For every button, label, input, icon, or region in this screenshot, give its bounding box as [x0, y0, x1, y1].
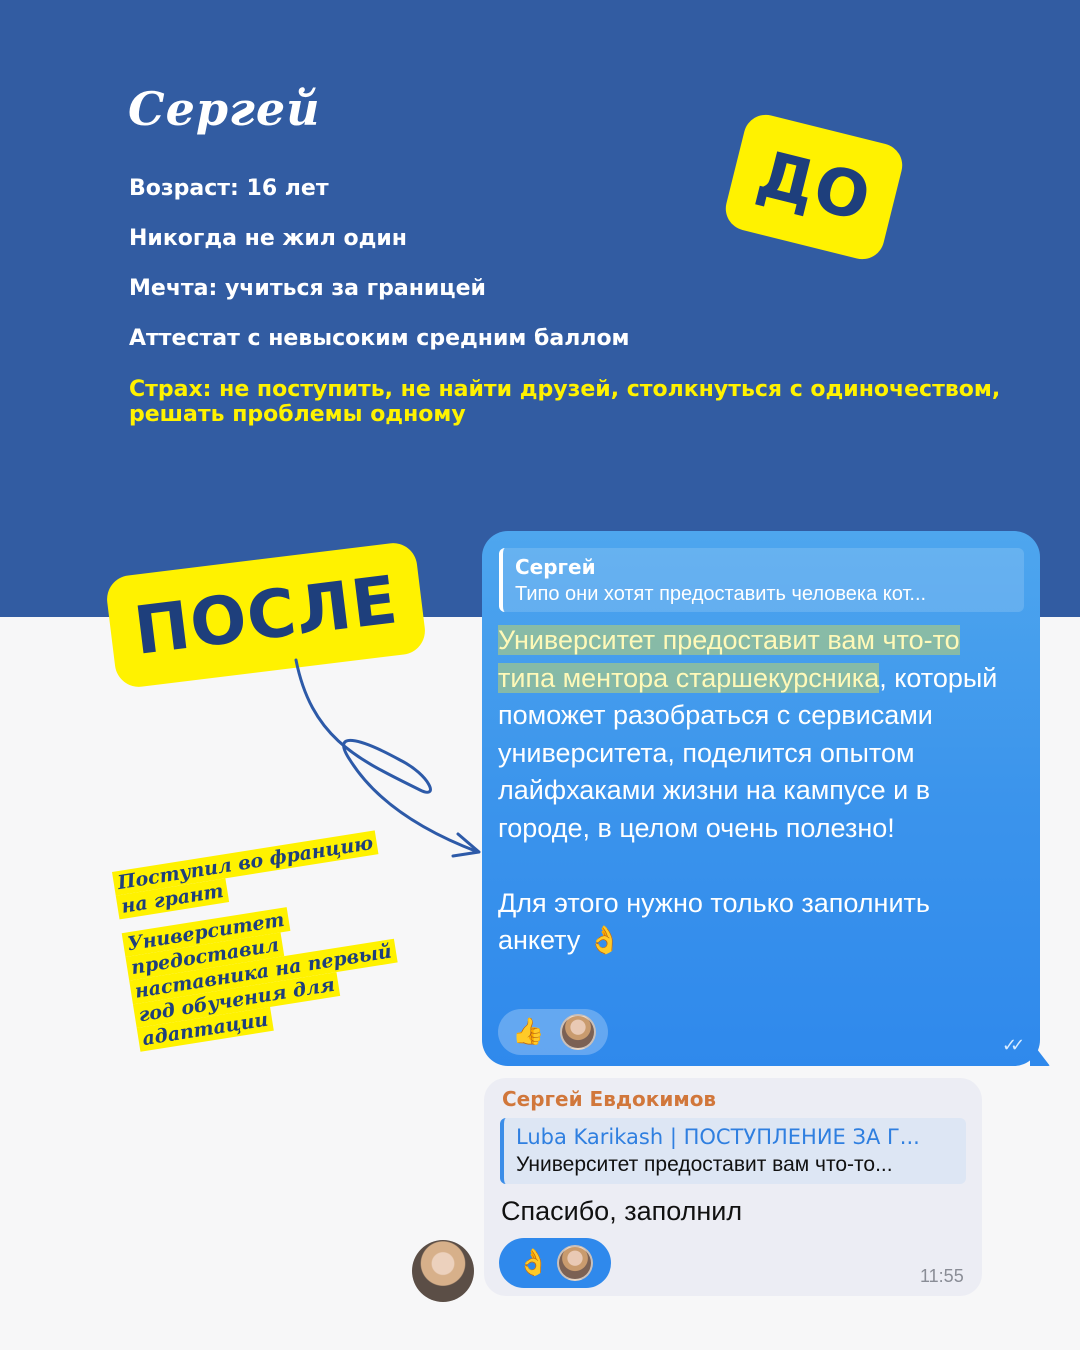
fact-dream: Мечта: учиться за границей [129, 276, 486, 301]
reply-author: Luba Karikash | ПОСТУПЛЕНИЕ ЗА Г... [516, 1125, 920, 1149]
ok-hand-icon: 👌 [517, 1248, 550, 1278]
avatar [560, 1014, 596, 1050]
reply-quote[interactable] [500, 1118, 966, 1184]
message-body: , который поможет разобраться с сервисами университета, поделится опытом лайфхаками жизни на кампусе и в городе, в целом очень полезно! [498, 662, 998, 843]
reply-quote[interactable] [499, 548, 1024, 612]
reply-text: Типо они хотят предоставить человека кот... [515, 583, 927, 605]
sticker-before-label: ДО [750, 137, 878, 237]
message-text [498, 622, 1018, 960]
fact-lived-alone: Никогда не жил один [129, 226, 407, 251]
avatar [557, 1245, 593, 1281]
fact-fear: Страх: не поступить, не найти друзей, столкнуться с одиночеством, решать проблемы одному [129, 377, 1001, 427]
message-time: 11:55 [920, 1266, 964, 1286]
thumbs-up-icon: 👍 [512, 1017, 545, 1047]
bubble-tail [1030, 1040, 1050, 1066]
message-author[interactable]: Сергей Евдокимов [502, 1087, 717, 1111]
profile-name: Сергей [128, 82, 321, 136]
note-line-admitted: Поступил во францию на грант [112, 830, 379, 919]
incoming-message[interactable] [484, 1078, 982, 1296]
fact-certificate: Аттестат с невысоким средним баллом [129, 326, 630, 351]
reply-text: Университет предоставит вам что-то... [516, 1153, 893, 1176]
reply-author: Сергей [515, 555, 596, 579]
double-check-icon: ✓✓ [1002, 1035, 1019, 1056]
message-highlight: Университет предоставит вам что-то типа ментора старшекурсника [498, 625, 960, 693]
outgoing-message[interactable] [482, 531, 1040, 1066]
message-text: Спасибо, заполнил [501, 1196, 743, 1226]
sticker-after-label: ПОСЛЕ [129, 560, 403, 670]
reaction-pill[interactable] [499, 1238, 611, 1288]
handwritten-note [112, 827, 429, 1066]
note-line-mentor: Университет предоставил наставника на первый год обучения для адаптации [122, 907, 398, 1052]
message-body-2: Для этого нужно только заполнить анкету 👌 [498, 887, 930, 956]
fact-age: Возраст: 16 лет [129, 176, 329, 201]
sender-avatar[interactable] [412, 1240, 474, 1302]
reaction-pill[interactable] [498, 1009, 608, 1055]
